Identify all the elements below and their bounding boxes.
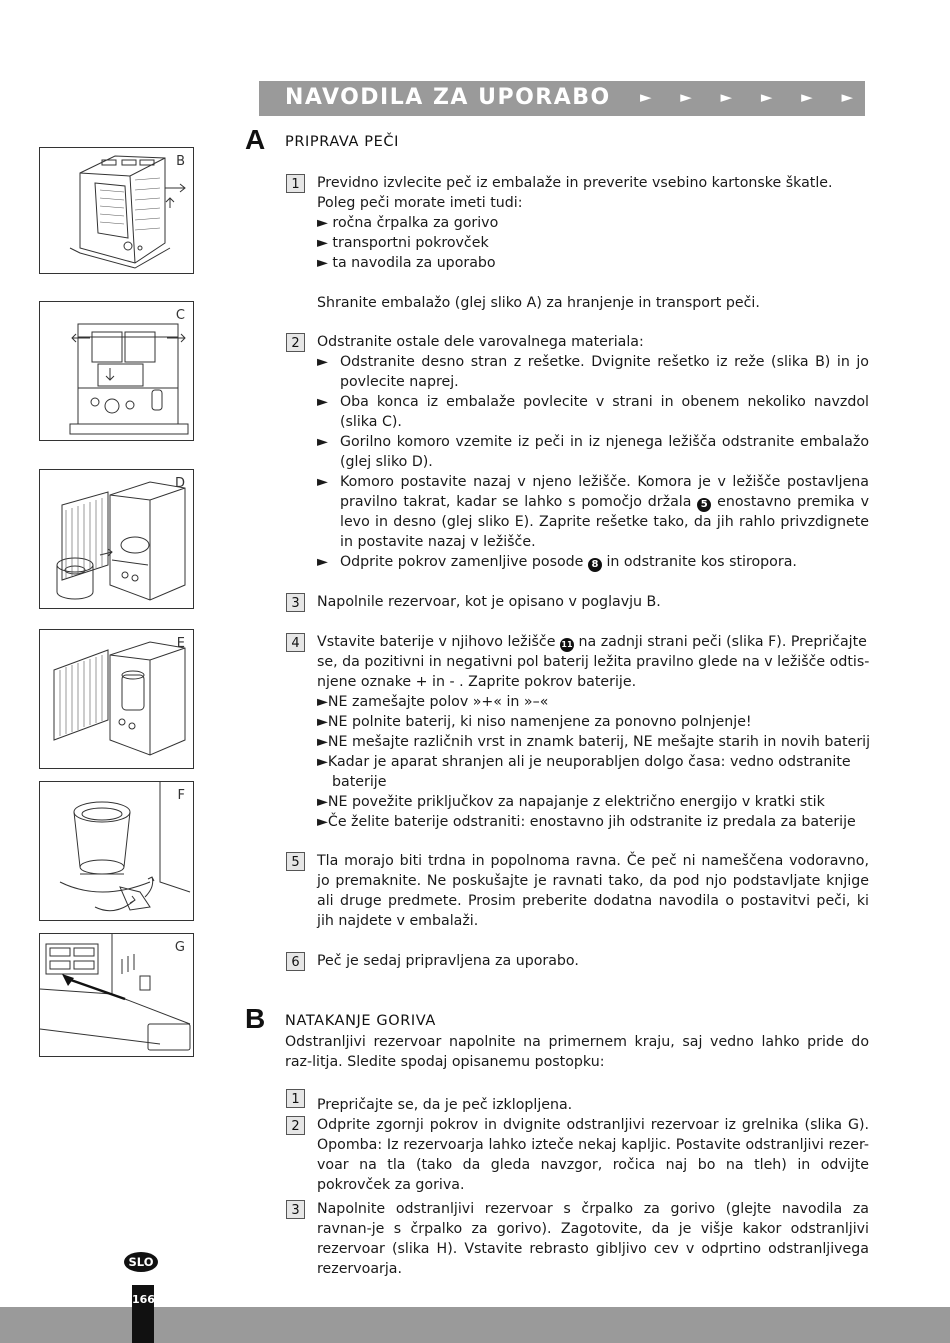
page-number: 166 [132, 1285, 154, 1343]
list-item [340, 472, 869, 552]
section-a-title: PRIPRAVA PEČI [285, 134, 399, 150]
part-number-badge: 8 [588, 558, 602, 572]
section-b-title: NATAKANJE GORIVA [285, 1013, 436, 1029]
part-number-badge: 5 [697, 498, 711, 512]
bullet-icon: ► [317, 474, 328, 490]
step-text: Prepričajte se, da je peč izklopljena. [317, 1097, 573, 1113]
figure-c [39, 301, 194, 441]
bullet-icon: ► [317, 554, 328, 570]
section-b-letter: B [245, 1003, 266, 1034]
list-item-text: Odprite pokrov zamenljive posode [340, 554, 584, 570]
step-text [317, 632, 867, 652]
step-text: Poleg peči morate imeti tudi: [317, 195, 523, 211]
list-item: ►Če želite baterije odstraniti: enostavno jih odstranite iz predala za baterije [317, 814, 856, 830]
step-number: 2 [286, 1116, 305, 1135]
figure-label: C [175, 308, 185, 323]
grille-closing-illustration [40, 630, 193, 768]
burner-chamber-illustration [40, 470, 193, 608]
list-item: Gorilno komoro vzemite iz peči in iz njenega ležišča odstranite embalažo (glej sliko D). [340, 434, 869, 470]
list-item: ► ročna črpalka za gorivo [317, 215, 499, 231]
step-text: Peč je sedaj pripravljena za uporabo. [317, 953, 579, 969]
bullet-icon: ► [317, 434, 328, 450]
figure-e [39, 629, 194, 769]
header-bar [259, 81, 865, 116]
bullet-icon: ► [317, 394, 328, 410]
language-badge: SLO [124, 1252, 158, 1272]
header-arrows: ► ► ► ► ► ► [639, 88, 865, 106]
step-number: 3 [286, 1200, 305, 1219]
figure-d [39, 469, 194, 609]
heater-grille-illustration [40, 148, 193, 273]
list-item: Oba konca iz embalaže povlecite v strani in obenem nekoliko navzdol (slika C). [340, 394, 869, 430]
step-text: Odstranite ostale dele varovalnega materiala: [317, 334, 644, 350]
list-item: ►NE povežite priključkov za napajanje z električno energijo v kratki stik [317, 794, 825, 810]
list-item: baterije [332, 774, 387, 790]
step-text: Previdno izvlecite peč iz embalaže in preverite vsebino kartonske škatle. [317, 175, 833, 191]
list-item-text: enostavno premika v levo in desno (glej sliko E). Zaprite rešetke tako, da jih rahlo privzdignete in postavite nazaj v ležišče. [340, 494, 869, 550]
figure-label: F [177, 788, 185, 803]
step-number: 5 [286, 852, 305, 871]
packaging-removal-illustration [40, 302, 193, 440]
step-number: 6 [286, 952, 305, 971]
list-item-text: in odstranite kos stiropora. [606, 554, 797, 570]
step-text: Tla morajo biti trdna in popolnoma ravna. Če peč ni nameščena vodoravno, jo premaknite. Ne poskušajte je ravnati tako, da pod njo podstavljate knjige ali druge predmete. Prosim preberite dodatna navodila o postavitvi peči, ki jih najdete v embalaži. [317, 853, 869, 929]
figure-label: G [174, 940, 185, 955]
step-number: 1 [286, 174, 305, 193]
step-text-part: na zadnji strani peči (slika F). Prepričajte [578, 634, 867, 650]
list-item: ► transportni pokrovček [317, 235, 489, 251]
figure-label: E [176, 636, 185, 651]
step-number: 1 [286, 1089, 305, 1108]
step-text: se, da pozitivni in negativni pol baterij ležita pravilno glede na v ležišče odtis- [317, 654, 870, 670]
list-item: ►NE mešajte različnih vrst in znamk baterij, NE mešajte starih in novih baterij [317, 734, 871, 750]
tank-lid-illustration [40, 934, 193, 1056]
list-item: ►NE polnite baterij, ki niso namenjene za ponovno polnjenje! [317, 714, 752, 730]
step-number: 4 [286, 633, 305, 652]
list-item: ► ta navodila za uporabo [317, 255, 496, 271]
step-note: Shranite embalažo (glej sliko A) za hranjenje in transport peči. [317, 295, 760, 311]
step-text: Odprite zgornji pokrov in dvignite odstranljivi rezervoar iz grelnika (slika G). Opomba: Iz rezervoarja lahko izteče nekaj kapljic. Postavite odstranljivi rezer-voar na tla (tako da gleda navzgor, ročica naj bo na tleh) in odvijte pokrovček za goriva. [317, 1117, 869, 1193]
list-item: ►Kadar je aparat shranjen ali je neuporabljen dolgo časa: vedno odstranite [317, 754, 851, 770]
section-a-letter: A [245, 124, 266, 155]
figure-label: B [176, 154, 185, 169]
page-title: NAVODILA ZA UPORABO [285, 85, 611, 110]
step-text: Napolnile rezervoar, kot je opisano v poglavju B. [317, 594, 661, 610]
step-text-part: Vstavite baterije v njihovo ležišče [317, 634, 556, 650]
list-item [340, 552, 797, 572]
part-number-badge: 11 [560, 638, 574, 652]
figure-b [39, 147, 194, 274]
figure-f [39, 781, 194, 921]
step-text: Napolnite odstranljivi rezervoar s črpalko za gorivo (glejte navodila za ravnan-je s črpalko za gorivo). Zagotovite, da je višje kakor odstranljivi rezervoar (slika H). Vstavite rebrasto gibljivo cev v odprtino odstranljivega rezervoarja. [317, 1201, 869, 1277]
step-number: 2 [286, 333, 305, 352]
figure-label: D [174, 476, 185, 491]
battery-compartment-illustration [40, 782, 193, 920]
list-item: ►NE zamešajte polov »+« in »–« [317, 694, 549, 710]
step-number: 3 [286, 593, 305, 612]
section-intro: Odstranljivi rezervoar napolnite na primernem kraju, saj vedno lahko pride do raz-litja. Sledite spodaj opisanemu postopku: [285, 1034, 869, 1070]
list-item-text: Komoro postavite nazaj v njeno ležišče. Komora je v ležišče postavljena pravilno takrat, kadar se lahko s pomočjo držala [340, 474, 869, 510]
step-text: njene oznake + in - . Zaprite pokrov baterije. [317, 674, 637, 690]
list-item: Odstranite desno stran z rešetke. Dvignite rešetko iz reže (slika B) in jo povlecite naprej. [340, 354, 869, 390]
bullet-icon: ► [317, 354, 328, 370]
figure-g [39, 933, 194, 1057]
